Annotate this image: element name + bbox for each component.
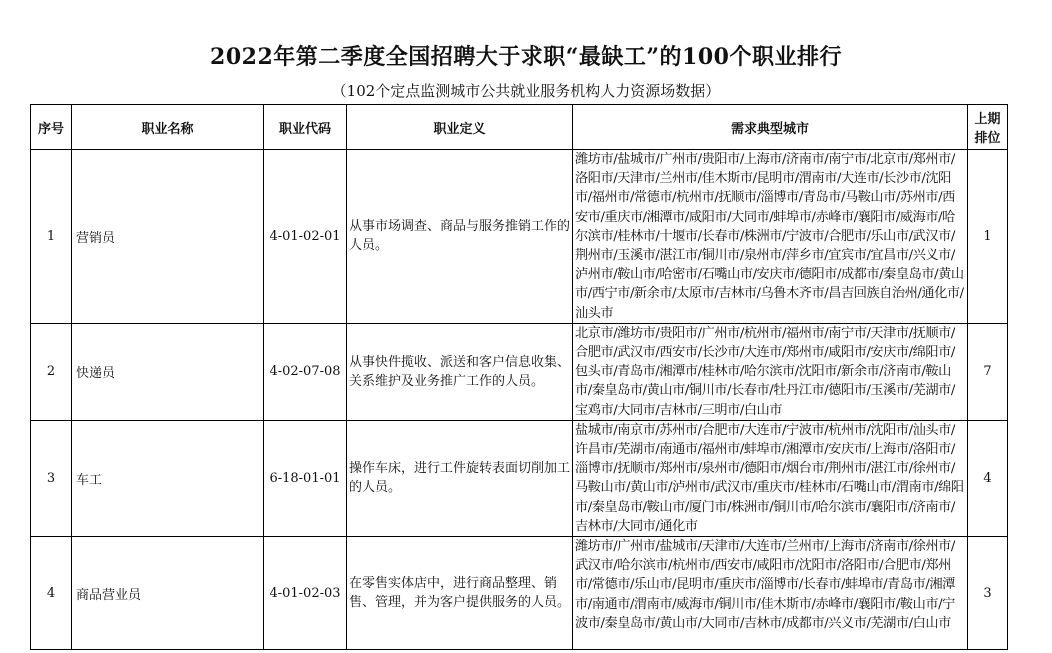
header-prev-rank [968, 105, 1008, 150]
page-subtitle: （102个定点监测城市公共就业服务机构人力资源场数据） [331, 82, 721, 100]
row-occupation-code: 4-02-07-08 [264, 323, 347, 420]
row-occupation-name: 营销员 [72, 150, 264, 324]
row-prev-rank: 1 [968, 150, 1008, 324]
occupation-table [30, 104, 1008, 650]
row-seq: 1 [31, 150, 72, 324]
row-occupation-name: 车工 [72, 420, 264, 536]
row-definition: 从事市场调查、商品与服务推销工作的人员。 [347, 150, 573, 324]
row-occupation-code: 6-18-01-01 [264, 420, 347, 536]
row-definition: 操作车床，进行工件旋转表面切削加工的人员。 [347, 420, 573, 536]
row-seq: 2 [31, 323, 72, 420]
header-seq: 序号 [31, 105, 72, 150]
table-row [31, 537, 1008, 650]
row-occupation-code: 4-01-02-03 [264, 537, 347, 650]
header-cities: 需求典型城市 [573, 105, 968, 150]
row-prev-rank: 3 [968, 537, 1008, 650]
row-definition: 在零售实体店中，进行商品整理、销售、管理，并为客户提供服务的人员。 [347, 537, 573, 650]
table-row [31, 420, 1008, 536]
row-occupation-name: 快递员 [72, 323, 264, 420]
header-definition: 职业定义 [347, 105, 573, 150]
row-definition: 从事快件揽收、派送和客户信息收集、关系维护及业务推广工作的人员。 [347, 323, 573, 420]
header-name: 职业名称 [72, 105, 264, 150]
row-seq: 3 [31, 420, 72, 536]
row-occupation-code: 4-01-02-01 [264, 150, 347, 324]
row-cities: 潍坊市/广州市/盐城市/天津市/大连市/兰州市/上海市/济南市/徐州市/武汉市/哈尔滨市/杭州市/西安市/咸阳市/沈阳市/洛阳市/合肥市/郑州市/常德市/乐山市/昆明市/重庆市/淄博市/长春市/蚌埠市/青岛市/湘潭市/南通市/渭南市/威海市/铜川市/佳木斯市/赤峰市/襄阳市/鞍山市/宁波市/秦皇岛市/黄山市/大同市/吉林市/成都市/兴义市/芜湖市/白山市 [573, 537, 968, 650]
table-row [31, 323, 1008, 420]
row-cities: 北京市/潍坊市/贵阳市/广州市/杭州市/福州市/南宁市/天津市/抚顺市/合肥市/武汉市/西安市/长沙市/大连市/郑州市/咸阳市/安庆市/绵阳市/包头市/青岛市/湘潭市/桂林市/哈尔滨市/沈阳市/新余市/济南市/鞍山市/秦皇岛市/黄山市/铜川市/长春市/牡丹江市/德阳市/玉溪市/芜湖市/宝鸡市/大同市/吉林市/三明市/白山市 [573, 323, 968, 420]
row-prev-rank: 7 [968, 323, 1008, 420]
table-row [31, 150, 1008, 324]
table-header-row [31, 105, 1008, 150]
row-seq: 4 [31, 537, 72, 650]
header-prev-rank-line1: 上期 [974, 112, 1001, 127]
row-occupation-name: 商品营业员 [72, 537, 264, 650]
row-cities: 盐城市/南京市/苏州市/合肥市/大连市/宁波市/杭州市/沈阳市/汕头市/许昌市/芜湖市/南通市/福州市/蚌埠市/湘潭市/安庆市/上海市/洛阳市/淄博市/抚顺市/郑州市/泉州市/德阳市/烟台市/荆州市/湛江市/徐州市/马鞍山市/黄山市/泸州市/武汉市/重庆市/桂林市/石嘴山市/渭南市/绵阳市/秦皇岛市/鞍山市/厦门市/株洲市/铜川市/哈尔滨市/襄阳市/济南市/吉林市/大同市/通化市 [573, 420, 968, 536]
row-cities: 潍坊市/盐城市/广州市/贵阳市/上海市/济南市/南宁市/北京市/郑州市/洛阳市/天津市/兰州市/佳木斯市/昆明市/渭南市/大连市/长沙市/沈阳市/福州市/常德市/杭州市/抚顺市/淄博市/青岛市/马鞍山市/苏州市/西安市/重庆市/湘潭市/咸阳市/大同市/蚌埠市/赤峰市/襄阳市/威海市/哈尔滨市/桂林市/十堰市/长春市/株洲市/宁波市/合肥市/乐山市/武汉市/荆州市/玉溪市/湛江市/铜川市/泉州市/萍乡市/宜宾市/宜昌市/兴义市/泸州市/鞍山市/哈密市/石嘴山市/安庆市/德阳市/成都市/秦皇岛市/黄山市/西宁市/新余市/太原市/吉林市/乌鲁木齐市/昌吉回族自治州/通化市/汕头市 [573, 150, 968, 324]
header-code: 职业代码 [264, 105, 347, 150]
header-prev-rank-line2: 排位 [974, 131, 1001, 146]
row-prev-rank: 4 [968, 420, 1008, 536]
page-title: 2022年第二季度全国招聘大于求职“最缺工”的100个职业排行 [210, 44, 842, 70]
